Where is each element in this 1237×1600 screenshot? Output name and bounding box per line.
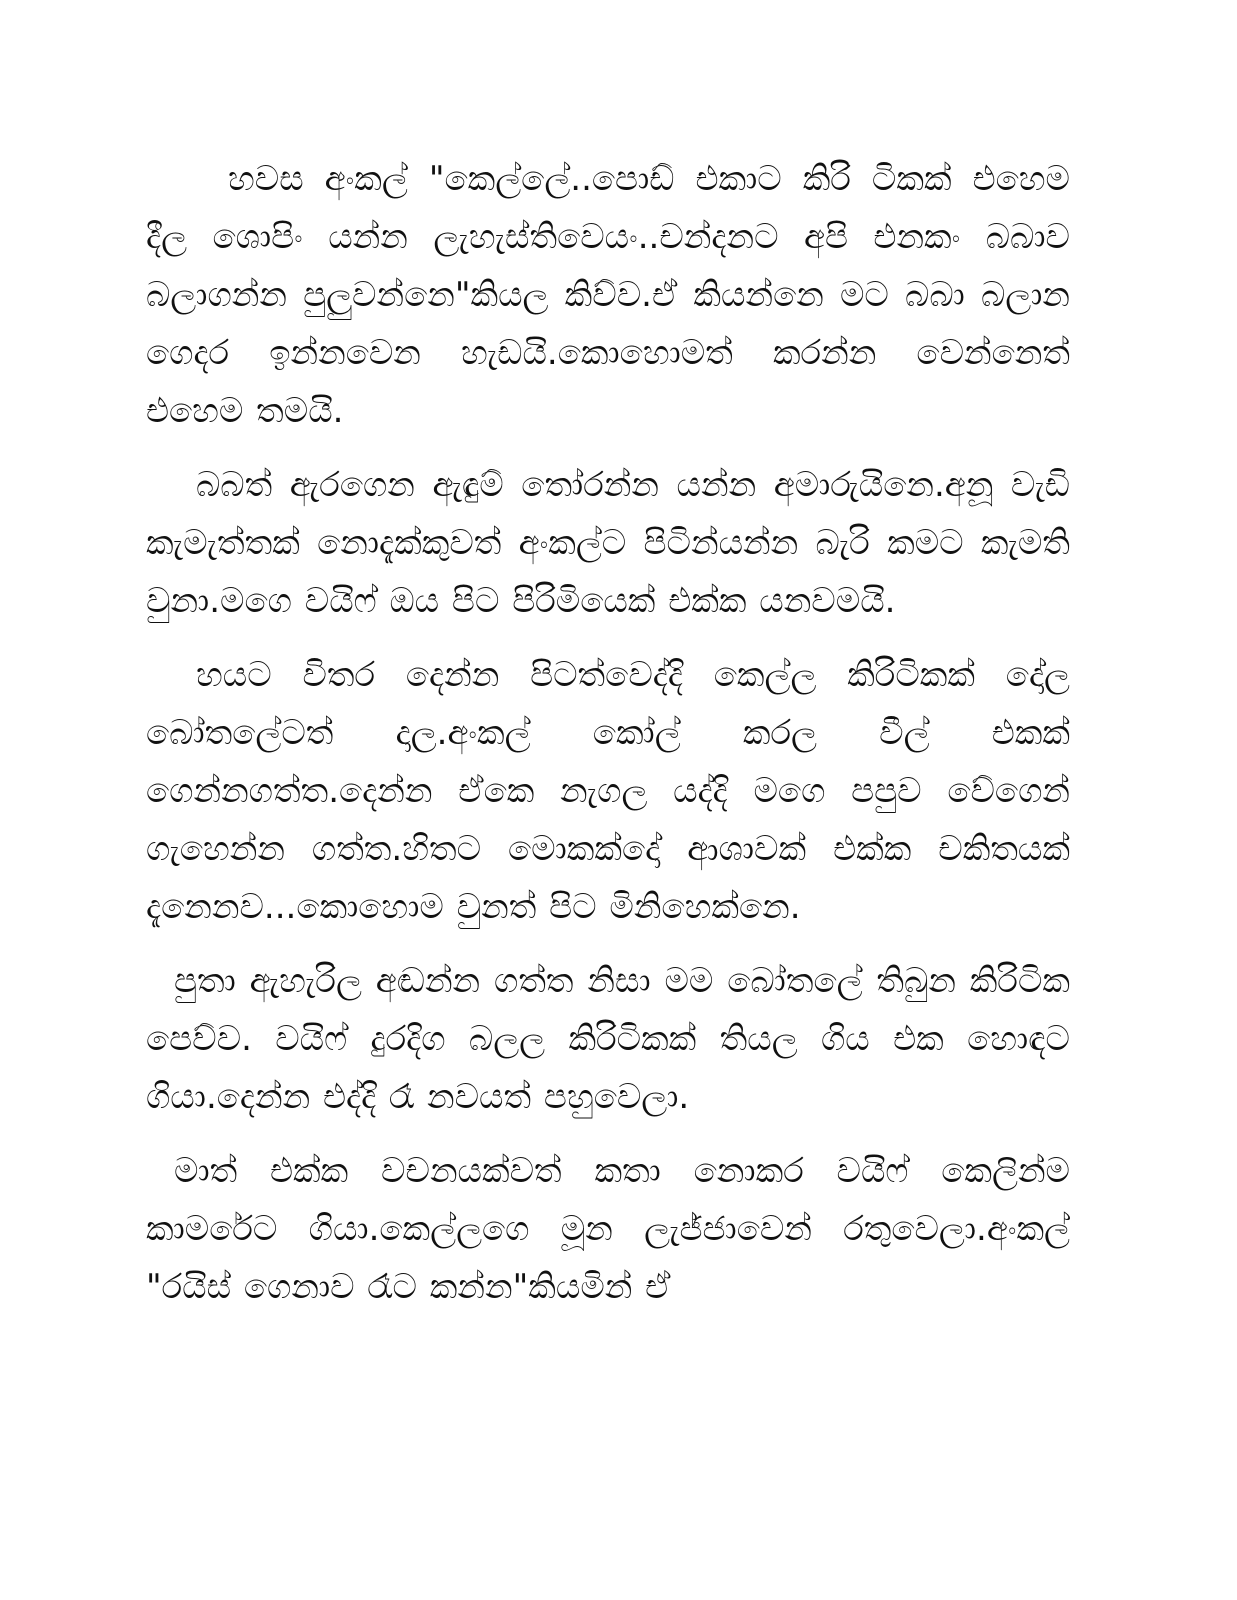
paragraph-4: පුතා ඇහැරිල අඬන්න ගත්ත නිසා මම බෝතලේ තිබුන කිරිටික පෙව්ව. වයිෆ් දුරදිග බලල කිරිටිකක් තියල ගිය එක හොඳට ගියා.දෙන්න එද්දි රෑ නවයත් පහුවෙලා. [146, 961, 1070, 1117]
paragraph-5: මාත් එක්ක වචනයක්වත් කතා නොකර වයිෆ් කෙලින්ම කාමරේට ගියා.කෙල්ලගෙ මූන ලැජ්ජාවෙන් රතුවෙලා.අංකල් "රයිස් ගෙනාව රෑට කන්න"කියමින් ඒ [146, 1151, 1070, 1307]
paragraph-2: බබත් ඇරගෙන ඇඳුම් තෝරන්න යන්න අමාරුයිනෙ.අනූ වැඩි කැමැත්තක් නොදැක්කුවත් අංකල්ට පිටින්යන්න බැරි කමට කැමති වුනා.මගෙ වයිෆ් ඔය පිට පිරිමියෙක් එක්ක යනවමයි. [146, 465, 1070, 621]
paragraph-1: හවස අංකල් "කෙල්ලේ..පොඩ් එකාට කිරි ටිකක් එහෙම දීල ශොපිං යන්න ලැහැස්තිවෙයං..චන්දනට අපි එනකං බබාව බලාගන්න පුලුවන්නෙ"කියල කිව්ව.ඒ කියන්නෙ මට බබා බලාන ගෙදර ඉන්නවෙන හැඩයි.කොහොමත් කරන්න වෙන්නෙත් එහෙම තමයි. [146, 159, 1070, 431]
document-page [146, 150, 1070, 1450]
paragraph-3: හයට විතර දෙන්න පිටත්වෙද්දි කෙල්ල කිරිටිකක් දෝල බෝතලේටත් දාල.අංකල් කෝල් කරල වීල් එකක් ගෙන්නගත්ත.දෙන්න ඒකෙ නැගල යද්දි මගෙ පපුව වේගෙන් ගැහෙන්න ගත්ත.හිතට මොකක්දෝ ආශාවක් එක්ක චකිතයක් දැනෙනව...කොහොම වුනත් පිට මිනිහෙක්නෙ. [146, 655, 1070, 927]
